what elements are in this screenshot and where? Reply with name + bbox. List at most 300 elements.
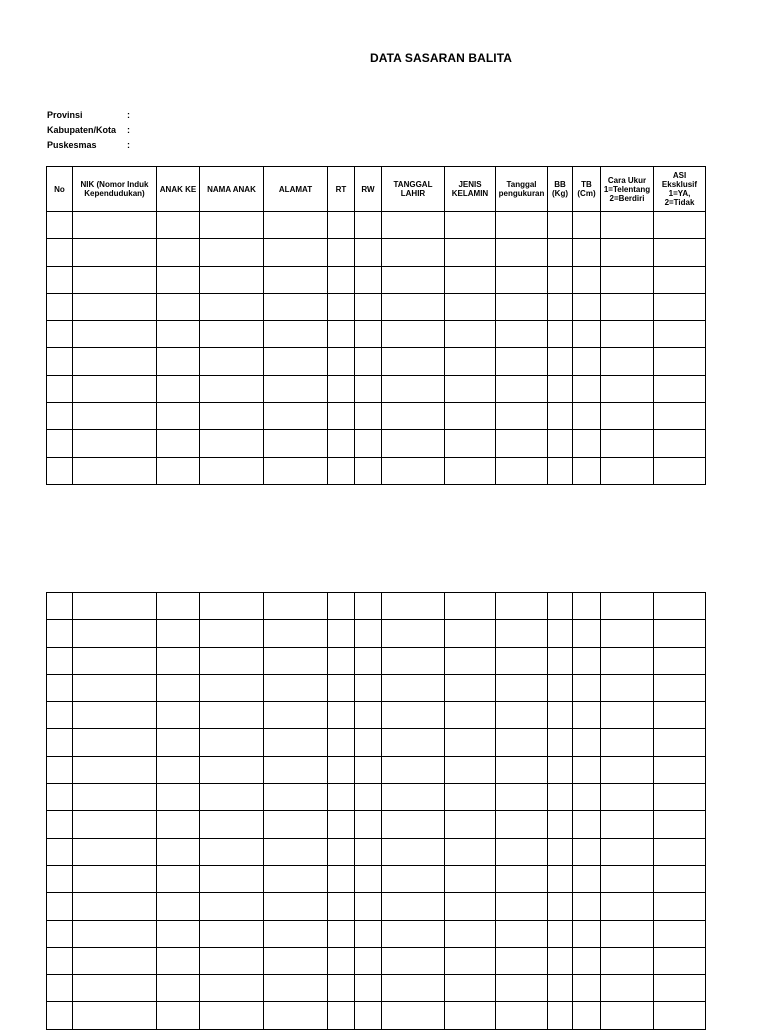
table-cell[interactable] — [496, 784, 548, 811]
table-cell[interactable] — [355, 647, 382, 674]
table-cell[interactable] — [355, 348, 382, 375]
table-cell[interactable] — [264, 212, 328, 239]
table-cell[interactable] — [496, 620, 548, 647]
table-cell[interactable] — [73, 293, 157, 320]
table-cell[interactable] — [264, 457, 328, 484]
table-cell[interactable] — [328, 457, 355, 484]
table-cell[interactable] — [157, 293, 200, 320]
table-cell[interactable] — [73, 457, 157, 484]
table-cell[interactable] — [73, 920, 157, 947]
table-cell[interactable] — [445, 865, 496, 892]
table-cell[interactable] — [200, 348, 264, 375]
table-cell[interactable] — [601, 756, 654, 783]
table-cell[interactable] — [355, 239, 382, 266]
table-cell[interactable] — [573, 375, 601, 402]
table-cell[interactable] — [264, 920, 328, 947]
table-cell[interactable] — [654, 266, 706, 293]
table-cell[interactable] — [264, 239, 328, 266]
table-cell[interactable] — [548, 756, 573, 783]
table-cell[interactable] — [355, 838, 382, 865]
table-cell[interactable] — [200, 647, 264, 674]
table-cell[interactable] — [47, 593, 73, 620]
table-cell[interactable] — [157, 784, 200, 811]
table-cell[interactable] — [445, 729, 496, 756]
table-cell[interactable] — [73, 756, 157, 783]
table-cell[interactable] — [445, 457, 496, 484]
table-cell[interactable] — [654, 947, 706, 974]
table-cell[interactable] — [382, 756, 445, 783]
table-cell[interactable] — [382, 430, 445, 457]
table-cell[interactable] — [47, 838, 73, 865]
table-cell[interactable] — [654, 430, 706, 457]
table-cell[interactable] — [355, 920, 382, 947]
table-cell[interactable] — [328, 321, 355, 348]
table-cell[interactable] — [496, 756, 548, 783]
table-cell[interactable] — [548, 838, 573, 865]
table-cell[interactable] — [496, 975, 548, 1002]
table-cell[interactable] — [355, 620, 382, 647]
table-cell[interactable] — [496, 811, 548, 838]
table-cell[interactable] — [47, 348, 73, 375]
table-cell[interactable] — [200, 212, 264, 239]
table-cell[interactable] — [200, 893, 264, 920]
table-cell[interactable] — [445, 375, 496, 402]
table-cell[interactable] — [73, 430, 157, 457]
table-cell[interactable] — [157, 865, 200, 892]
table-cell[interactable] — [328, 947, 355, 974]
table-cell[interactable] — [157, 430, 200, 457]
table-cell[interactable] — [601, 620, 654, 647]
table-cell[interactable] — [548, 620, 573, 647]
table-cell[interactable] — [496, 293, 548, 320]
table-cell[interactable] — [328, 838, 355, 865]
table-cell[interactable] — [654, 348, 706, 375]
table-cell[interactable] — [328, 647, 355, 674]
table-cell[interactable] — [355, 1002, 382, 1029]
table-cell[interactable] — [496, 212, 548, 239]
table-cell[interactable] — [445, 293, 496, 320]
table-cell[interactable] — [382, 620, 445, 647]
table-cell[interactable] — [382, 647, 445, 674]
table-cell[interactable] — [445, 321, 496, 348]
table-cell[interactable] — [654, 865, 706, 892]
table-cell[interactable] — [264, 893, 328, 920]
table-cell[interactable] — [601, 702, 654, 729]
table-cell[interactable] — [573, 729, 601, 756]
table-cell[interactable] — [200, 947, 264, 974]
table-cell[interactable] — [47, 620, 73, 647]
table-cell[interactable] — [445, 947, 496, 974]
table-cell[interactable] — [573, 811, 601, 838]
table-cell[interactable] — [654, 756, 706, 783]
table-cell[interactable] — [200, 920, 264, 947]
table-cell[interactable] — [47, 212, 73, 239]
table-cell[interactable] — [445, 348, 496, 375]
table-cell[interactable] — [382, 375, 445, 402]
table-cell[interactable] — [47, 729, 73, 756]
table-cell[interactable] — [654, 811, 706, 838]
table-cell[interactable] — [47, 893, 73, 920]
table-cell[interactable] — [157, 893, 200, 920]
table-cell[interactable] — [47, 321, 73, 348]
table-cell[interactable] — [47, 457, 73, 484]
table-cell[interactable] — [382, 865, 445, 892]
table-cell[interactable] — [573, 784, 601, 811]
table-cell[interactable] — [548, 375, 573, 402]
table-cell[interactable] — [200, 811, 264, 838]
table-cell[interactable] — [601, 647, 654, 674]
table-cell[interactable] — [573, 266, 601, 293]
table-cell[interactable] — [73, 784, 157, 811]
table-cell[interactable] — [573, 947, 601, 974]
table-cell[interactable] — [573, 212, 601, 239]
table-cell[interactable] — [200, 729, 264, 756]
table-cell[interactable] — [548, 784, 573, 811]
table-cell[interactable] — [382, 893, 445, 920]
table-cell[interactable] — [548, 239, 573, 266]
table-cell[interactable] — [157, 729, 200, 756]
table-cell[interactable] — [355, 865, 382, 892]
table-cell[interactable] — [355, 784, 382, 811]
table-cell[interactable] — [200, 430, 264, 457]
table-cell[interactable] — [654, 212, 706, 239]
table-cell[interactable] — [157, 266, 200, 293]
table-cell[interactable] — [328, 1002, 355, 1029]
table-cell[interactable] — [328, 893, 355, 920]
table-cell[interactable] — [548, 593, 573, 620]
table-cell[interactable] — [47, 430, 73, 457]
table-cell[interactable] — [573, 702, 601, 729]
table-cell[interactable] — [200, 321, 264, 348]
table-cell[interactable] — [73, 403, 157, 430]
table-cell[interactable] — [264, 430, 328, 457]
table-cell[interactable] — [47, 784, 73, 811]
table-cell[interactable] — [73, 893, 157, 920]
table-cell[interactable] — [264, 593, 328, 620]
table-cell[interactable] — [601, 212, 654, 239]
table-cell[interactable] — [654, 321, 706, 348]
table-cell[interactable] — [355, 702, 382, 729]
table-cell[interactable] — [73, 266, 157, 293]
table-cell[interactable] — [573, 1002, 601, 1029]
table-cell[interactable] — [157, 321, 200, 348]
table-cell[interactable] — [328, 403, 355, 430]
table-cell[interactable] — [73, 593, 157, 620]
table-cell[interactable] — [654, 784, 706, 811]
table-cell[interactable] — [73, 239, 157, 266]
table-cell[interactable] — [355, 321, 382, 348]
table-cell[interactable] — [445, 702, 496, 729]
table-cell[interactable] — [445, 620, 496, 647]
table-cell[interactable] — [328, 430, 355, 457]
table-cell[interactable] — [328, 756, 355, 783]
table-cell[interactable] — [355, 293, 382, 320]
table-cell[interactable] — [496, 920, 548, 947]
table-cell[interactable] — [73, 975, 157, 1002]
table-cell[interactable] — [264, 784, 328, 811]
table-cell[interactable] — [264, 865, 328, 892]
table-cell[interactable] — [328, 811, 355, 838]
table-cell[interactable] — [157, 947, 200, 974]
table-cell[interactable] — [355, 811, 382, 838]
table-cell[interactable] — [157, 975, 200, 1002]
table-cell[interactable] — [200, 620, 264, 647]
table-cell[interactable] — [264, 293, 328, 320]
table-cell[interactable] — [47, 947, 73, 974]
table-cell[interactable] — [496, 430, 548, 457]
table-cell[interactable] — [601, 293, 654, 320]
table-cell[interactable] — [73, 702, 157, 729]
table-cell[interactable] — [573, 403, 601, 430]
table-cell[interactable] — [355, 457, 382, 484]
table-cell[interactable] — [601, 865, 654, 892]
table-cell[interactable] — [200, 403, 264, 430]
table-cell[interactable] — [200, 293, 264, 320]
table-cell[interactable] — [47, 702, 73, 729]
table-cell[interactable] — [496, 674, 548, 701]
table-cell[interactable] — [654, 702, 706, 729]
table-cell[interactable] — [601, 947, 654, 974]
table-cell[interactable] — [328, 784, 355, 811]
table-cell[interactable] — [157, 239, 200, 266]
table-cell[interactable] — [496, 729, 548, 756]
table-cell[interactable] — [355, 729, 382, 756]
table-cell[interactable] — [548, 212, 573, 239]
table-cell[interactable] — [382, 702, 445, 729]
table-cell[interactable] — [654, 729, 706, 756]
table-cell[interactable] — [573, 593, 601, 620]
table-cell[interactable] — [573, 647, 601, 674]
table-cell[interactable] — [157, 920, 200, 947]
table-cell[interactable] — [382, 593, 445, 620]
table-cell[interactable] — [264, 756, 328, 783]
table-cell[interactable] — [382, 674, 445, 701]
table-cell[interactable] — [601, 975, 654, 1002]
table-cell[interactable] — [355, 430, 382, 457]
table-cell[interactable] — [548, 893, 573, 920]
table-cell[interactable] — [445, 975, 496, 1002]
table-cell[interactable] — [200, 838, 264, 865]
table-cell[interactable] — [445, 430, 496, 457]
table-cell[interactable] — [328, 920, 355, 947]
table-cell[interactable] — [157, 811, 200, 838]
table-cell[interactable] — [573, 457, 601, 484]
table-cell[interactable] — [445, 212, 496, 239]
table-cell[interactable] — [157, 1002, 200, 1029]
table-cell[interactable] — [264, 975, 328, 1002]
table-cell[interactable] — [73, 674, 157, 701]
table-cell[interactable] — [200, 674, 264, 701]
table-cell[interactable] — [200, 865, 264, 892]
table-cell[interactable] — [157, 756, 200, 783]
table-cell[interactable] — [573, 239, 601, 266]
table-cell[interactable] — [47, 293, 73, 320]
table-cell[interactable] — [157, 647, 200, 674]
table-cell[interactable] — [548, 920, 573, 947]
table-cell[interactable] — [382, 403, 445, 430]
table-cell[interactable] — [355, 593, 382, 620]
table-cell[interactable] — [73, 838, 157, 865]
table-cell[interactable] — [382, 784, 445, 811]
table-cell[interactable] — [328, 674, 355, 701]
table-cell[interactable] — [47, 239, 73, 266]
table-cell[interactable] — [382, 947, 445, 974]
table-cell[interactable] — [73, 375, 157, 402]
table-cell[interactable] — [355, 375, 382, 402]
table-cell[interactable] — [548, 729, 573, 756]
table-cell[interactable] — [382, 838, 445, 865]
table-cell[interactable] — [601, 893, 654, 920]
table-cell[interactable] — [445, 811, 496, 838]
table-cell[interactable] — [382, 729, 445, 756]
table-cell[interactable] — [328, 865, 355, 892]
table-cell[interactable] — [264, 729, 328, 756]
table-cell[interactable] — [355, 403, 382, 430]
table-cell[interactable] — [382, 348, 445, 375]
table-cell[interactable] — [445, 647, 496, 674]
table-cell[interactable] — [382, 321, 445, 348]
table-cell[interactable] — [382, 293, 445, 320]
table-cell[interactable] — [573, 321, 601, 348]
table-cell[interactable] — [496, 403, 548, 430]
table-cell[interactable] — [47, 403, 73, 430]
table-cell[interactable] — [73, 1002, 157, 1029]
table-cell[interactable] — [496, 375, 548, 402]
table-cell[interactable] — [496, 321, 548, 348]
table-cell[interactable] — [73, 647, 157, 674]
table-cell[interactable] — [157, 375, 200, 402]
table-cell[interactable] — [573, 293, 601, 320]
table-cell[interactable] — [654, 375, 706, 402]
table-cell[interactable] — [548, 321, 573, 348]
table-cell[interactable] — [264, 647, 328, 674]
table-cell[interactable] — [157, 838, 200, 865]
table-cell[interactable] — [47, 865, 73, 892]
table-cell[interactable] — [355, 674, 382, 701]
table-cell[interactable] — [445, 239, 496, 266]
table-cell[interactable] — [328, 212, 355, 239]
table-cell[interactable] — [382, 975, 445, 1002]
table-cell[interactable] — [601, 784, 654, 811]
table-cell[interactable] — [355, 947, 382, 974]
table-cell[interactable] — [73, 321, 157, 348]
table-cell[interactable] — [654, 647, 706, 674]
table-cell[interactable] — [328, 293, 355, 320]
table-cell[interactable] — [601, 348, 654, 375]
table-cell[interactable] — [355, 266, 382, 293]
table-cell[interactable] — [548, 702, 573, 729]
table-cell[interactable] — [355, 975, 382, 1002]
table-cell[interactable] — [654, 457, 706, 484]
table-cell[interactable] — [601, 457, 654, 484]
table-cell[interactable] — [47, 266, 73, 293]
table-cell[interactable] — [157, 348, 200, 375]
table-cell[interactable] — [445, 838, 496, 865]
table-cell[interactable] — [548, 811, 573, 838]
table-cell[interactable] — [73, 811, 157, 838]
table-cell[interactable] — [382, 212, 445, 239]
table-cell[interactable] — [200, 593, 264, 620]
table-cell[interactable] — [601, 430, 654, 457]
table-cell[interactable] — [654, 593, 706, 620]
table-cell[interactable] — [264, 1002, 328, 1029]
table-cell[interactable] — [548, 430, 573, 457]
table-cell[interactable] — [601, 1002, 654, 1029]
table-cell[interactable] — [200, 784, 264, 811]
table-cell[interactable] — [548, 348, 573, 375]
table-cell[interactable] — [328, 620, 355, 647]
table-cell[interactable] — [548, 1002, 573, 1029]
table-cell[interactable] — [573, 674, 601, 701]
table-cell[interactable] — [573, 620, 601, 647]
table-cell[interactable] — [382, 239, 445, 266]
table-cell[interactable] — [548, 975, 573, 1002]
table-cell[interactable] — [654, 293, 706, 320]
table-cell[interactable] — [328, 239, 355, 266]
table-cell[interactable] — [73, 348, 157, 375]
table-cell[interactable] — [573, 756, 601, 783]
table-cell[interactable] — [601, 811, 654, 838]
table-cell[interactable] — [47, 756, 73, 783]
table-cell[interactable] — [601, 403, 654, 430]
table-cell[interactable] — [328, 729, 355, 756]
table-cell[interactable] — [47, 811, 73, 838]
table-cell[interactable] — [328, 975, 355, 1002]
table-cell[interactable] — [264, 375, 328, 402]
table-cell[interactable] — [445, 403, 496, 430]
table-cell[interactable] — [601, 239, 654, 266]
table-cell[interactable] — [654, 838, 706, 865]
table-cell[interactable] — [264, 811, 328, 838]
table-cell[interactable] — [47, 920, 73, 947]
table-cell[interactable] — [601, 674, 654, 701]
table-cell[interactable] — [264, 838, 328, 865]
table-cell[interactable] — [445, 593, 496, 620]
table-cell[interactable] — [654, 403, 706, 430]
table-cell[interactable] — [200, 756, 264, 783]
table-cell[interactable] — [601, 838, 654, 865]
table-cell[interactable] — [496, 893, 548, 920]
table-cell[interactable] — [264, 266, 328, 293]
table-cell[interactable] — [200, 239, 264, 266]
table-cell[interactable] — [654, 674, 706, 701]
table-cell[interactable] — [573, 430, 601, 457]
table-cell[interactable] — [601, 375, 654, 402]
table-cell[interactable] — [328, 266, 355, 293]
table-cell[interactable] — [548, 647, 573, 674]
table-cell[interactable] — [157, 457, 200, 484]
table-cell[interactable] — [548, 293, 573, 320]
table-cell[interactable] — [445, 784, 496, 811]
table-cell[interactable] — [328, 593, 355, 620]
table-cell[interactable] — [573, 838, 601, 865]
table-cell[interactable] — [264, 674, 328, 701]
table-cell[interactable] — [654, 893, 706, 920]
table-cell[interactable] — [47, 975, 73, 1002]
table-cell[interactable] — [47, 647, 73, 674]
table-cell[interactable] — [445, 674, 496, 701]
table-cell[interactable] — [548, 266, 573, 293]
table-cell[interactable] — [382, 266, 445, 293]
table-cell[interactable] — [157, 620, 200, 647]
table-cell[interactable] — [548, 403, 573, 430]
table-cell[interactable] — [73, 620, 157, 647]
table-cell[interactable] — [573, 920, 601, 947]
table-cell[interactable] — [496, 593, 548, 620]
table-cell[interactable] — [601, 321, 654, 348]
table-cell[interactable] — [157, 674, 200, 701]
table-cell[interactable] — [328, 348, 355, 375]
